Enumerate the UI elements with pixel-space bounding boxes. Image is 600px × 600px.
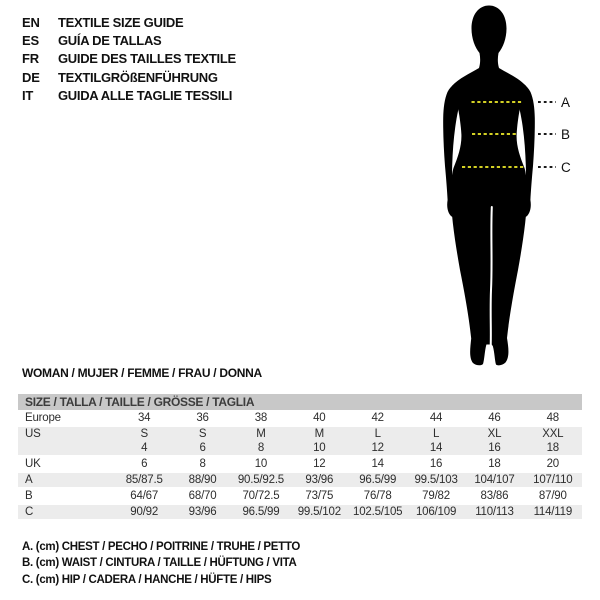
row-label: UK xyxy=(25,458,41,470)
row-cell: 8 xyxy=(199,458,206,470)
row-cell: L xyxy=(374,428,381,440)
woman-silhouette xyxy=(451,6,527,366)
row-cell: 70/72.5 xyxy=(242,490,280,502)
row-cell: 64/67 xyxy=(130,490,159,502)
row-cell: 44 xyxy=(429,412,443,424)
row-cell: 93/96 xyxy=(188,506,217,518)
leg-separation-line xyxy=(490,207,491,352)
row-cell: 102.5/105 xyxy=(353,506,403,518)
row-cell: 48 xyxy=(546,412,560,424)
row-label: US xyxy=(25,428,41,440)
row-cell: 107/110 xyxy=(533,474,573,486)
row-cell: 6 xyxy=(141,458,148,470)
measure-label-c: C xyxy=(561,160,571,175)
table-row xyxy=(18,441,582,455)
row-cell: 79/82 xyxy=(422,490,450,502)
row-cell: M xyxy=(314,428,324,440)
row-cell: 36 xyxy=(196,412,209,424)
table-row xyxy=(18,505,582,519)
table-row xyxy=(18,411,582,425)
row-cell: 68/70 xyxy=(188,490,217,502)
measure-label-b: B xyxy=(561,127,570,142)
row-cell: 12 xyxy=(313,458,326,470)
row-label: B xyxy=(25,490,33,502)
row-cell: 20 xyxy=(546,458,560,470)
row-cell: 42 xyxy=(371,412,384,424)
row-cell: 90/92 xyxy=(130,506,159,518)
row-cell: L xyxy=(432,428,440,440)
lang-label: TEXTILE SIZE GUIDE xyxy=(58,14,184,30)
row-cell: 85/87.5 xyxy=(125,474,163,486)
lang-code: DE xyxy=(22,69,40,85)
row-label: C xyxy=(25,506,34,518)
row-cell: 104/107 xyxy=(474,474,515,486)
woman-silhouette-figure xyxy=(400,0,590,380)
table-row xyxy=(18,427,582,441)
row-cell: 34 xyxy=(137,412,151,424)
row-cell: 90.5/92.5 xyxy=(237,474,285,486)
lang-code: IT xyxy=(22,87,34,103)
row-cell: 16 xyxy=(429,458,443,470)
row-label: Europe xyxy=(25,412,61,424)
lang-label: TEXTILGRÖßENFÜHRUNG xyxy=(58,69,218,85)
row-cell: 96.5/99 xyxy=(359,474,397,486)
row-cell: S xyxy=(140,428,148,440)
language-header xyxy=(22,13,236,104)
row-cell: M xyxy=(256,428,266,440)
row-cell: 106/109 xyxy=(415,506,457,518)
size-table xyxy=(18,394,582,519)
legend-line: C. (cm) HIP / CADERA / HANCHE / HÜFTE / HIPS xyxy=(22,573,272,586)
row-cell: XXL xyxy=(542,428,564,440)
lang-row xyxy=(22,13,236,31)
row-cell: 40 xyxy=(313,412,326,424)
table-row xyxy=(18,473,582,487)
lang-code: EN xyxy=(22,14,40,30)
row-cell: 16 xyxy=(488,442,501,454)
row-cell: 99.5/103 xyxy=(414,474,458,486)
row-cell: 110/113 xyxy=(475,506,514,518)
row-cell: 12 xyxy=(371,442,384,454)
lang-code: ES xyxy=(22,32,39,48)
row-label: A xyxy=(25,474,33,486)
lang-row xyxy=(22,50,236,68)
row-cell: 99.5/102 xyxy=(297,506,341,518)
row-cell: 38 xyxy=(254,412,268,424)
lang-row xyxy=(22,31,236,49)
row-cell: 10 xyxy=(254,458,268,470)
row-cell: 10 xyxy=(313,442,326,454)
row-cell: XL xyxy=(487,428,502,440)
row-cell: 96.5/99 xyxy=(242,506,280,518)
table-row xyxy=(18,457,582,471)
lang-label: GUIDA ALLE TAGLIE TESSILI xyxy=(58,87,233,103)
row-cell: 114/119 xyxy=(533,506,573,518)
row-cell: 8 xyxy=(257,442,265,454)
row-cell: 14 xyxy=(371,458,384,470)
lang-row xyxy=(22,86,236,104)
row-cell: 18 xyxy=(546,442,560,454)
row-cell: 6 xyxy=(199,442,206,454)
row-cell: 14 xyxy=(429,442,443,454)
size-table-rows xyxy=(18,411,582,519)
lang-label: GUÍA DE TALLAS xyxy=(58,32,162,48)
row-cell: 18 xyxy=(488,458,501,470)
section-title: WOMAN / MUJER / FEMME / FRAU / DONNA xyxy=(22,366,262,380)
table-row xyxy=(18,489,582,503)
measurement-legend xyxy=(22,539,300,588)
legend-line: B. (cm) WAIST / CINTURA / TAILLE / HÜFTUNG / VITA xyxy=(22,557,297,570)
measure-label-a: A xyxy=(561,95,570,110)
lang-label: GUIDE DES TAILLES TEXTILE xyxy=(58,51,236,67)
row-cell: S xyxy=(198,428,207,440)
row-cell: 73/75 xyxy=(305,490,334,502)
row-cell: 87/90 xyxy=(538,490,567,502)
legend-line: A. (cm) CHEST / PECHO / POITRINE / TRUHE / PETTO xyxy=(22,541,301,553)
row-cell: 83/86 xyxy=(480,490,509,502)
row-cell: 76/78 xyxy=(363,490,392,502)
row-cell: 4 xyxy=(141,442,148,454)
row-cell: 46 xyxy=(488,412,501,424)
size-table-header: SIZE / TALLA / TAILLE / GRÖSSE / TAGLIA xyxy=(18,394,582,410)
lang-code: FR xyxy=(22,51,39,67)
row-cell: 93/96 xyxy=(305,474,334,486)
lang-row xyxy=(22,68,236,86)
row-cell: 88/90 xyxy=(188,474,217,486)
